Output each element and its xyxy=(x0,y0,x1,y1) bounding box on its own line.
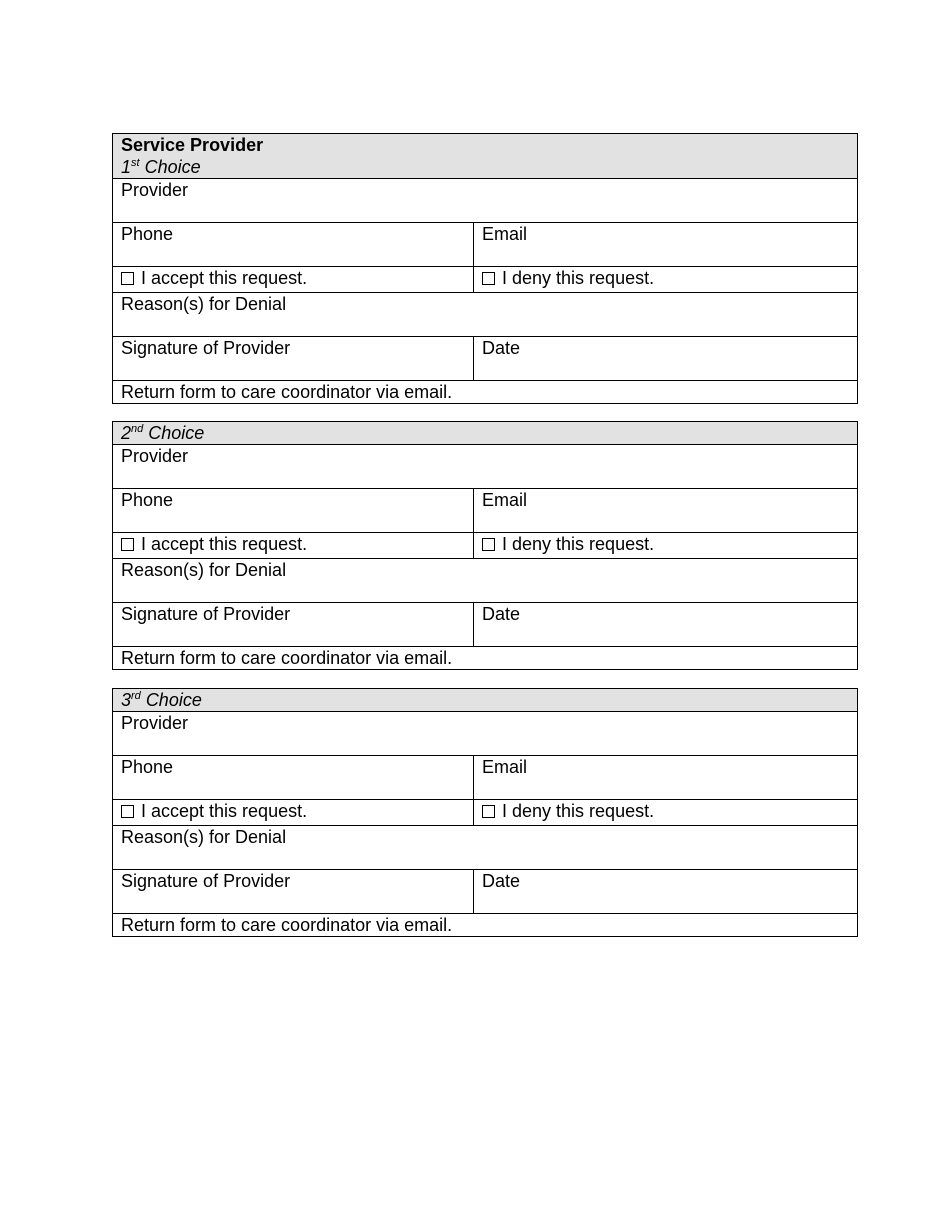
phone-field[interactable]: Phone xyxy=(113,223,474,266)
email-field[interactable]: Email xyxy=(482,224,528,244)
reason-field[interactable]: Reason(s) for Denial xyxy=(121,827,287,847)
accept-checkbox[interactable]: I accept this request. xyxy=(113,533,474,558)
return-note: Return form to care coordinator via email. xyxy=(121,382,453,402)
deny-checkbox[interactable]: I deny this request. xyxy=(474,800,857,825)
choice-label: 3rd Choice xyxy=(121,690,202,710)
reason-field[interactable]: Reason(s) for Denial xyxy=(121,294,287,314)
signature-field[interactable]: Signature of Provider xyxy=(113,337,474,380)
checkbox-icon[interactable] xyxy=(482,538,495,551)
checkbox-icon[interactable] xyxy=(121,805,134,818)
provider-table-3 xyxy=(112,688,858,937)
choice-label: 1st Choice xyxy=(121,157,201,177)
deny-checkbox[interactable]: I deny this request. xyxy=(474,267,857,292)
provider-table-2 xyxy=(112,421,858,670)
email-field[interactable]: Email xyxy=(482,757,528,777)
date-field[interactable]: Date xyxy=(482,871,521,891)
date-field[interactable]: Date xyxy=(482,604,521,624)
section-title: Service Provider xyxy=(121,135,264,155)
deny-checkbox[interactable]: I deny this request. xyxy=(474,533,857,558)
email-field[interactable]: Email xyxy=(482,490,528,510)
return-note: Return form to care coordinator via email. xyxy=(121,915,453,935)
table-header xyxy=(113,689,857,712)
signature-field[interactable]: Signature of Provider xyxy=(113,603,474,646)
provider-field[interactable]: Provider xyxy=(121,713,189,733)
checkbox-icon[interactable] xyxy=(482,272,495,285)
table-header xyxy=(113,134,857,179)
accept-checkbox[interactable]: I accept this request. xyxy=(113,800,474,825)
reason-field[interactable]: Reason(s) for Denial xyxy=(121,560,287,580)
table-header xyxy=(113,422,857,445)
phone-field[interactable]: Phone xyxy=(113,489,474,532)
signature-field[interactable]: Signature of Provider xyxy=(113,870,474,913)
provider-field[interactable]: Provider xyxy=(121,180,189,200)
choice-label: 2nd Choice xyxy=(121,423,205,443)
phone-field[interactable]: Phone xyxy=(113,756,474,799)
checkbox-icon[interactable] xyxy=(482,805,495,818)
date-field[interactable]: Date xyxy=(482,338,521,358)
provider-table-1 xyxy=(112,133,858,404)
accept-checkbox[interactable]: I accept this request. xyxy=(113,267,474,292)
provider-field[interactable]: Provider xyxy=(121,446,189,466)
return-note: Return form to care coordinator via email. xyxy=(121,648,453,668)
checkbox-icon[interactable] xyxy=(121,272,134,285)
checkbox-icon[interactable] xyxy=(121,538,134,551)
